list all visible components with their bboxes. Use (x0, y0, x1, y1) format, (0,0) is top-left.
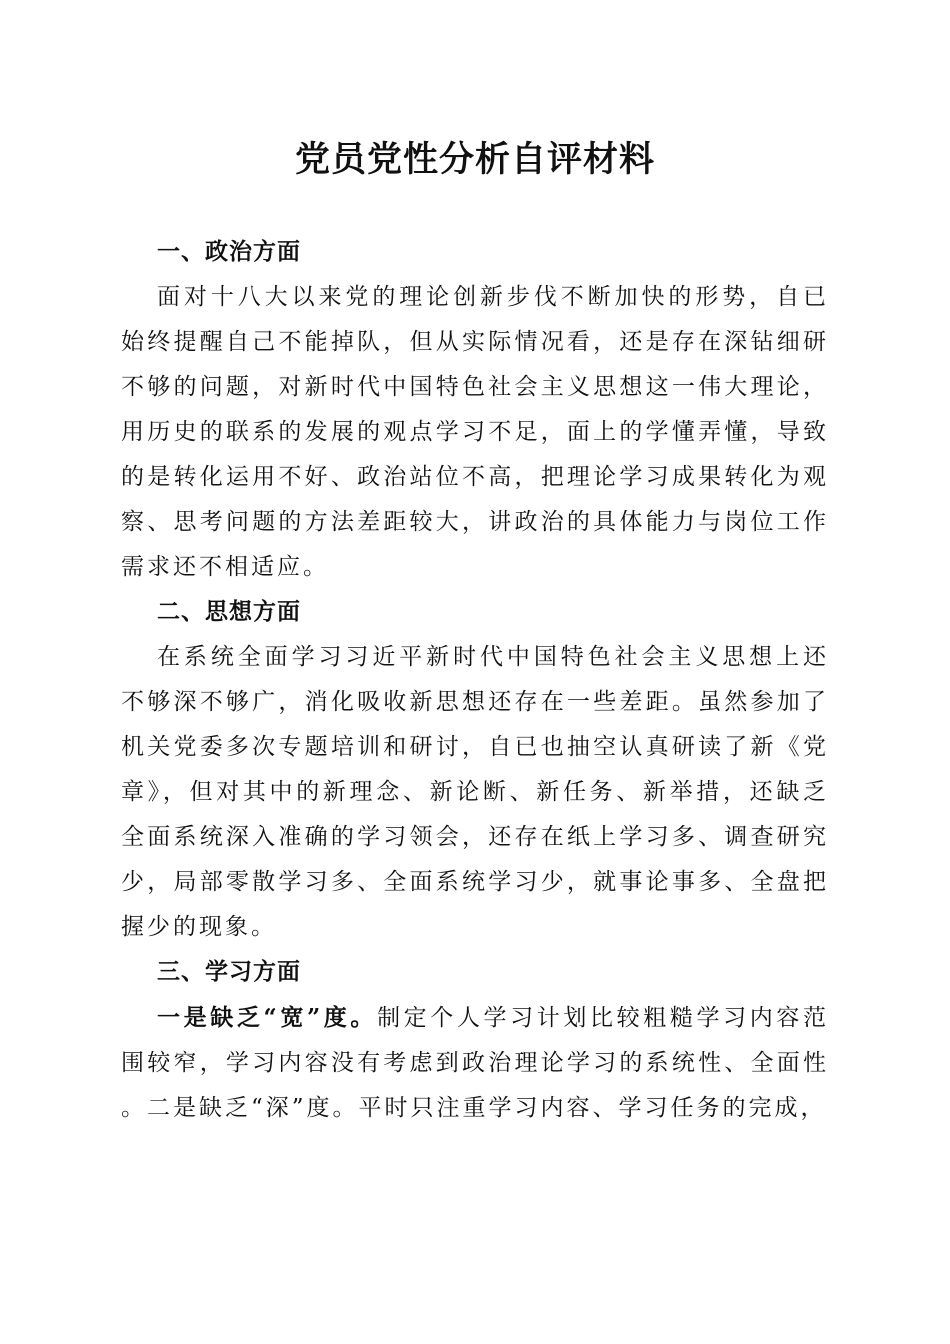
section-heading-thought: 二、思想方面 (157, 599, 301, 625)
study-paragraph-text: 制定个人学习计划比较粗糙学习内容范围较窄，学习内容没有考虑到政治理论学习的系统性、全面性。二是缺乏“深”度。平时只注重学习内容、学习任务的完成， (121, 1005, 830, 1121)
section-paragraph-politics: 面对十八大以来党的理论创新步伐不断加快的形势，自已始终提醒自己不能掉队，但从实际情况看，还是存在深钻细研不够的问题，对新时代中国特色社会主义思想这一伟大理论，用历史的联系的发展的观点学习不足，面上的学懂弄懂，导致的是转化运用不好、政治站位不高，把理论学习成果转化为观察、思考问题的方法差距较大，讲政治的具体能力与岗位工作需求还不相适应。 (121, 284, 829, 580)
section-paragraph-study (121, 995, 829, 1131)
document-title: 党员党性分析自评材料 (294, 139, 655, 180)
study-lead-phrase: 一是缺乏“宽”度。 (157, 1004, 378, 1031)
document-body (121, 230, 829, 1131)
section-heading-study: 三、学习方面 (157, 959, 301, 985)
section-paragraph-thought: 在系统全面学习习近平新时代中国特色社会主义思想上还不够深不够广，消化吸收新思想还存在一些差距。虽然参加了机关党委多次专题培训和研讨，自已也抽空认真研读了新《党章》，但对其中的新理念、新论断、新任务、新举措，还缺乏全面系统深入准确的学习领会，还存在纸上学习多、调查研究少，局部零散学习多、全面系统学习少，就事论事多、全盘把握少的现象。 (121, 644, 829, 940)
section-heading-politics: 一、政治方面 (157, 239, 301, 265)
